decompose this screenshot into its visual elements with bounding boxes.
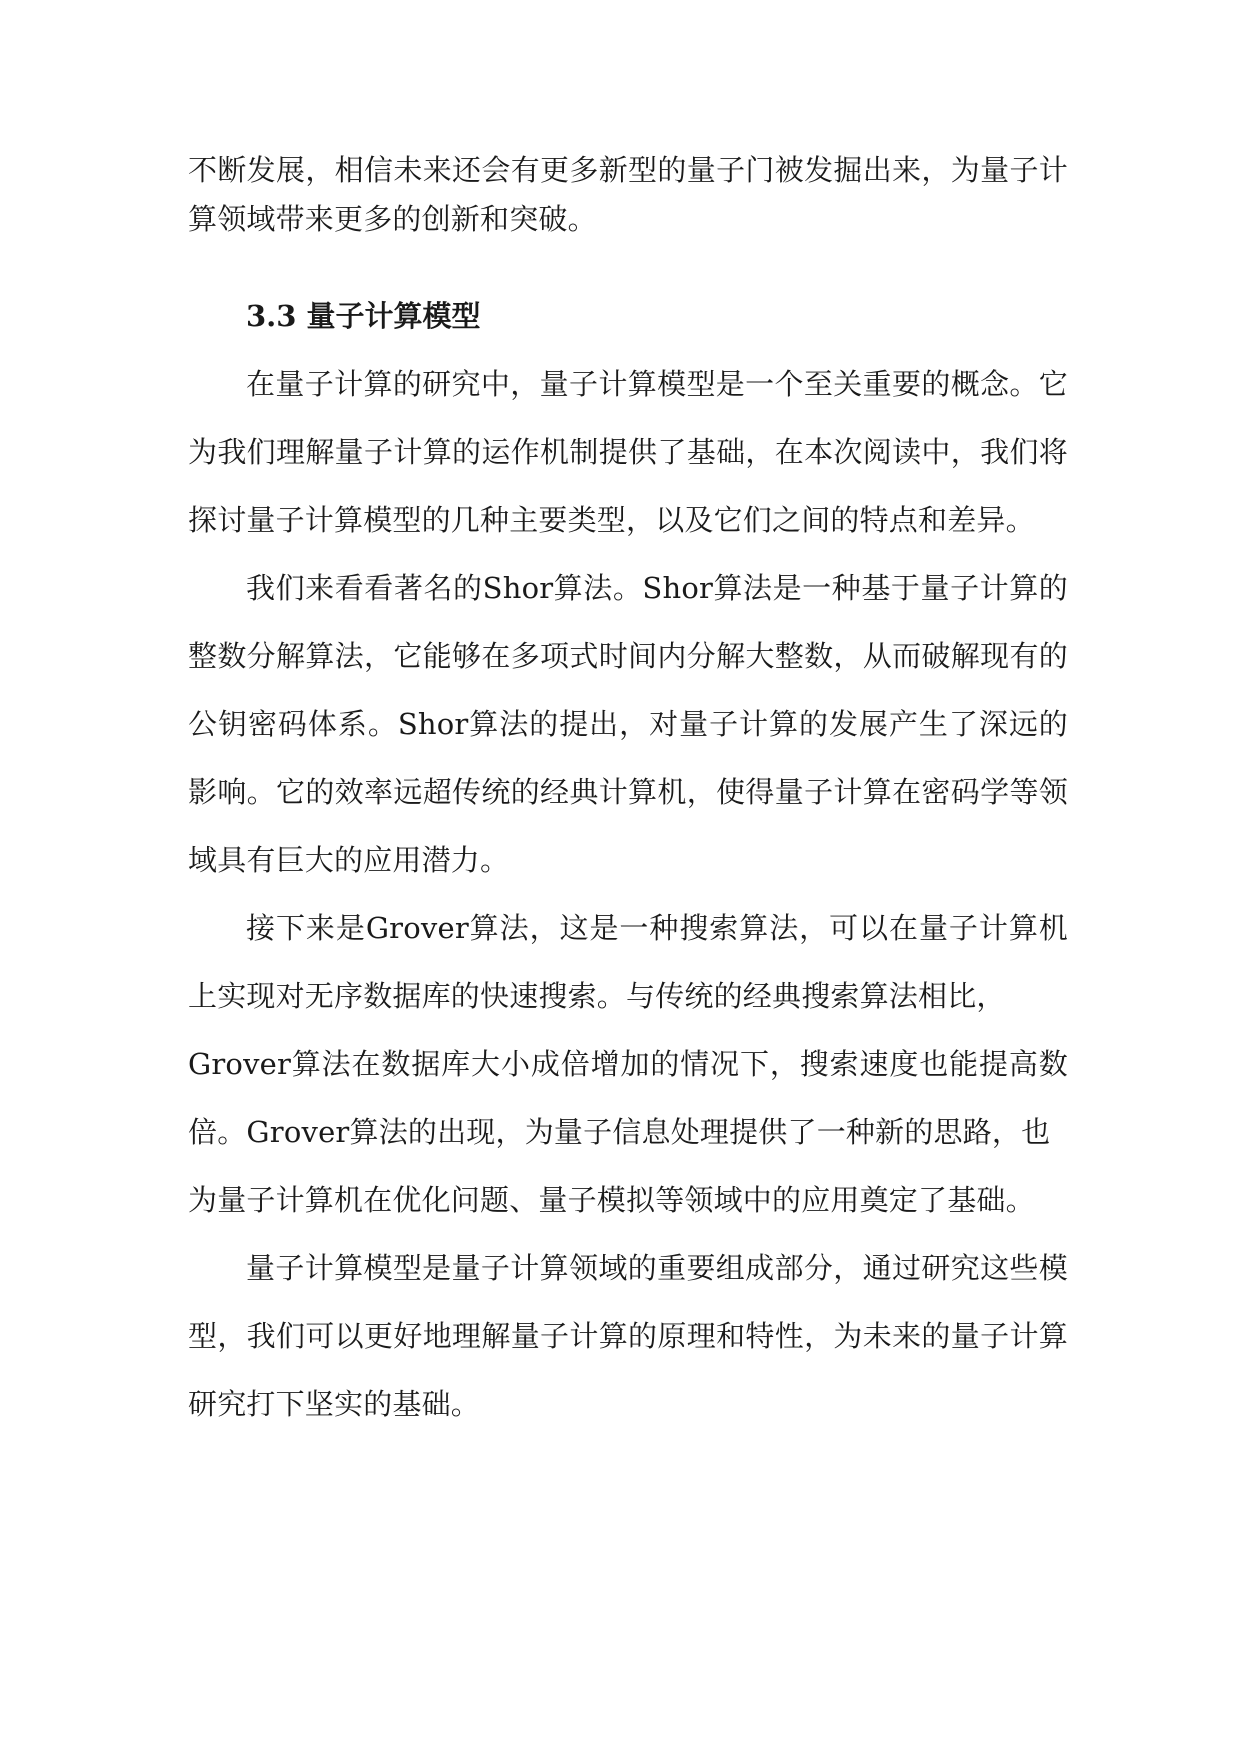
paragraph-line: 不断发展，相信未来还会有更多新型的量子门被发掘出来，为量子计 [188, 153, 1068, 187]
paragraph-line: 接下来是Grover算法，这是一种搜索算法，可以在量子计算机 [246, 911, 1068, 945]
paragraph-line: 算领域带来更多的创新和突破。 [188, 202, 597, 236]
paragraph-line: 公钥密码体系。Shor算法的提出，对量子计算的发展产生了深远的 [188, 707, 1068, 741]
paragraph-line: 研究打下坚实的基础。 [188, 1387, 481, 1421]
paragraph-line: 倍。Grover算法的出现，为量子信息处理提供了一种新的思路，也 [188, 1115, 1051, 1149]
paragraph-line: 为我们理解量子计算的运作机制提供了基础，在本次阅读中，我们将 [188, 435, 1068, 469]
paragraph-line: 为量子计算机在优化问题、量子模拟等领域中的应用奠定了基础。 [188, 1183, 1035, 1217]
paragraph-line: 我们来看看著名的Shor算法。Shor算法是一种基于量子计算的 [246, 571, 1068, 605]
paragraph-line: 型，我们可以更好地理解量子计算的原理和特性，为未来的量子计算 [188, 1319, 1068, 1353]
paragraph-line: 域具有巨大的应用潜力。 [188, 843, 510, 877]
section-heading: 3.3 量子计算模型 [246, 299, 481, 333]
paragraph-line: 影响。它的效率远超传统的经典计算机，使得量子计算在密码学等领 [188, 775, 1068, 809]
paragraph-line: 上实现对无序数据库的快速搜索。与传统的经典搜索算法相比， [188, 979, 1006, 1013]
paragraph-line: 探讨量子计算模型的几种主要类型，以及它们之间的特点和差异。 [188, 503, 1035, 537]
paragraph-line: Grover算法在数据库大小成倍增加的情况下，搜索速度也能提高数 [188, 1047, 1068, 1081]
paragraph-line: 在量子计算的研究中，量子计算模型是一个至关重要的概念。它 [246, 367, 1068, 401]
paragraph-line: 整数分解算法，它能够在多项式时间内分解大整数，从而破解现有的 [188, 639, 1068, 673]
paragraph-line: 量子计算模型是量子计算领域的重要组成部分，通过研究这些模 [246, 1251, 1068, 1285]
